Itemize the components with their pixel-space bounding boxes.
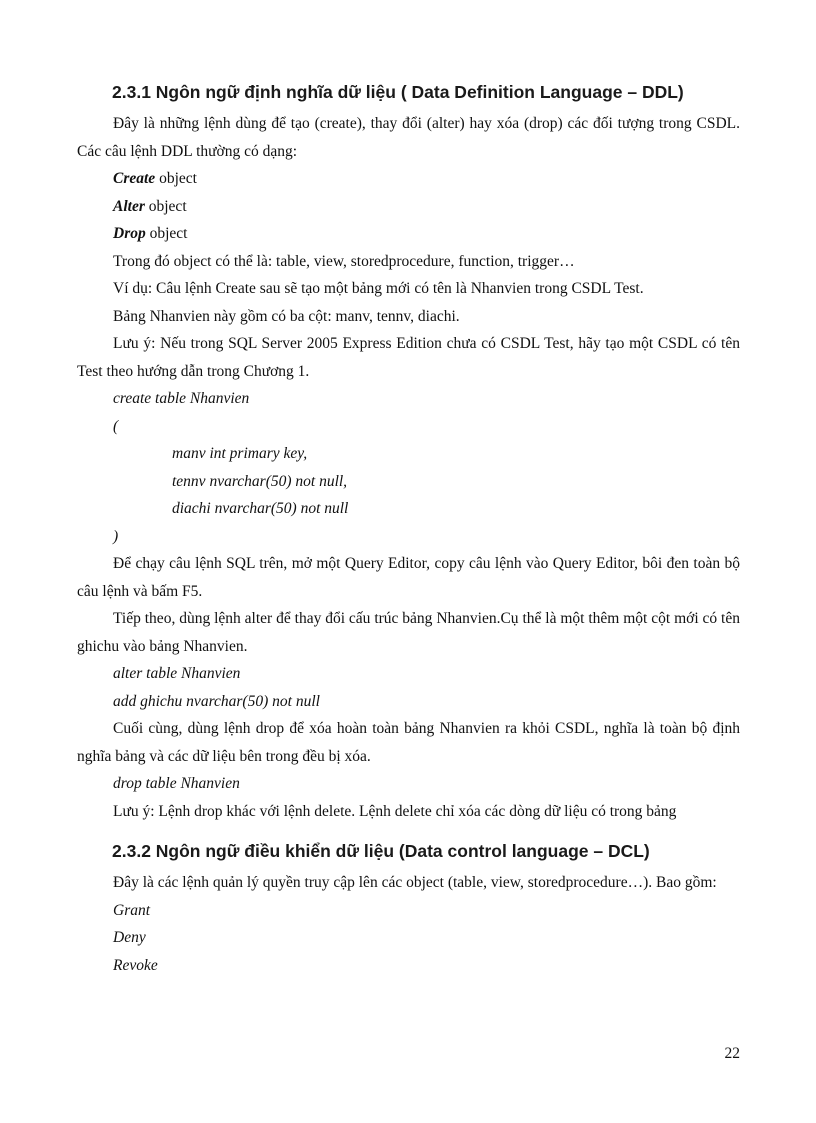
ddl-intro-paragraph: Đây là những lệnh dùng để tạo (create), thay đổi (alter) hay xóa (drop) các đối tượng trong CSDL. Các câu lệnh DDL thường có dạng: — [77, 115, 740, 160]
section-heading-dcl: 2.3.2 Ngôn ngữ điều khiển dữ liệu (Data control language – DCL) — [112, 841, 650, 861]
dcl-command-revoke: Revoke — [113, 956, 158, 974]
page-content — [77, 80, 740, 979]
dcl-command-deny: Deny — [113, 929, 146, 946]
form-drop-rest: object — [145, 225, 188, 242]
keyword-alter: Alter — [113, 197, 145, 215]
code-create-table: create table Nhanvien — [113, 390, 250, 407]
run-instructions-paragraph: Để chạy câu lệnh SQL trên, mở một Query Editor, copy câu lệnh vào Query Editor, bôi đen toàn bộ câu lệnh và bấm F5. — [77, 555, 740, 600]
code-open-paren: ( — [113, 417, 119, 435]
form-drop — [77, 220, 740, 248]
form-alter — [77, 193, 740, 221]
code-alter-table: alter table Nhanvien — [113, 665, 241, 682]
note-paragraph-1: Lưu ý: Nếu trong SQL Server 2005 Express Edition chưa có CSDL Test, hãy tạo một CSDL có tên Test theo hướng dẫn trong Chương 1. — [77, 335, 740, 380]
code-drop-table: drop table Nhanvien — [113, 775, 240, 792]
form-alter-rest: object — [144, 197, 187, 215]
objects-line: Trong đó object có thể là: table, view, storedprocedure, function, trigger… — [113, 252, 575, 270]
code-add-column: add ghichu nvarchar(50) not null — [113, 692, 320, 710]
keyword-drop: Drop — [113, 225, 146, 242]
code-close-paren: ) — [113, 527, 119, 545]
dcl-intro-paragraph: Đây là các lệnh quản lý quyền truy cập lên các object (table, view, storedprocedure…). Bao gồm: — [113, 874, 717, 891]
example-line: Ví dụ: Câu lệnh Create sau sẽ tạo một bảng mới có tên là Nhanvien trong CSDL Test. — [113, 280, 644, 297]
drop-intro-paragraph: Cuối cùng, dùng lệnh drop để xóa hoàn toàn bảng Nhanvien ra khỏi CSDL, nghĩa là toàn bộ định nghĩa bảng và các dữ liệu bên trong đều bị xóa. — [77, 720, 740, 765]
dcl-command-grant: Grant — [113, 901, 151, 919]
columns-line: Bảng Nhanvien này gồm có ba cột: manv, tennv, diachi. — [113, 307, 460, 325]
form-create-rest: object — [155, 170, 197, 187]
note-paragraph-2: Lưu ý: Lệnh drop khác với lệnh delete. Lệnh delete chỉ xóa các dòng dữ liệu có trong bảng — [113, 802, 677, 820]
code-column-manv: manv int primary key, — [172, 445, 308, 462]
section-heading-ddl: 2.3.1 Ngôn ngữ định nghĩa dữ liệu ( Data Definition Language – DDL) — [112, 82, 684, 102]
alter-intro-paragraph: Tiếp theo, dùng lệnh alter để thay đổi cấu trúc bảng Nhanvien.Cụ thể là một thêm một cột mới có tên ghichu vào bảng Nhanvien. — [77, 610, 740, 655]
code-column-tennv: tennv nvarchar(50) not null, — [172, 472, 348, 490]
code-column-diachi: diachi nvarchar(50) not null — [172, 500, 349, 517]
form-create — [77, 165, 740, 193]
page-number: 22 — [724, 1045, 740, 1062]
keyword-create: Create — [113, 170, 156, 187]
